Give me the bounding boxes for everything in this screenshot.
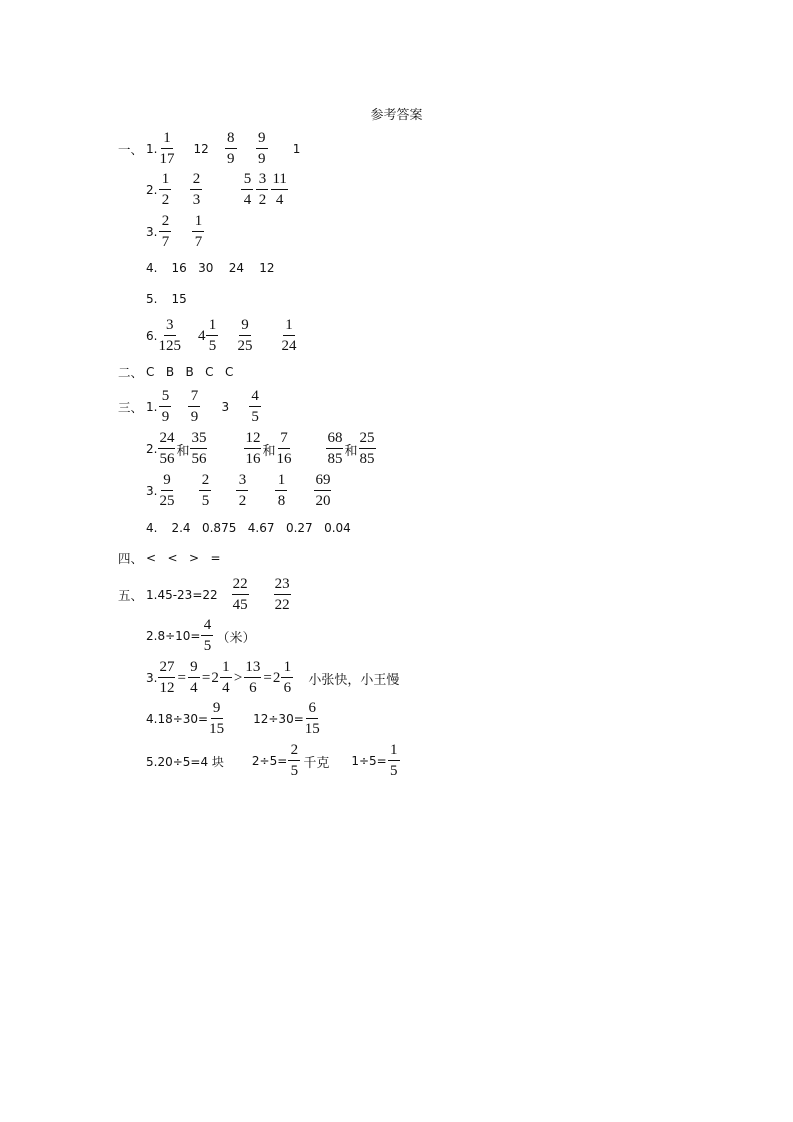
fraction: $\frac{1}{6}$ — [281, 659, 293, 697]
answer-value: 1 — [292, 142, 301, 156]
fraction: $\frac{5}{9}$ — [159, 388, 171, 426]
greater-than-sign: > — [233, 669, 243, 686]
fraction: $\frac{2}{5}$ — [199, 472, 211, 510]
mixed-whole: 2 — [272, 669, 281, 686]
fraction: $\frac{5}{4}$ — [241, 171, 253, 209]
question-number: 3. — [146, 484, 158, 498]
answer-values: 16 30 24 12 — [171, 261, 275, 275]
s5-q2-row — [146, 616, 255, 656]
s1-q6-row — [146, 316, 297, 356]
conclusion-text: 小张快，小王慢 — [308, 672, 400, 688]
question-number: 3. — [146, 671, 158, 685]
fraction: $\frac{1}{7}$ — [192, 213, 204, 251]
s5-q4-row — [146, 699, 321, 739]
fraction: $\frac{22}{45}$ — [232, 576, 248, 613]
section-label: 三、 — [118, 400, 144, 415]
fraction: $\frac{1}{2}$ — [159, 171, 171, 209]
s3-q2-row — [146, 429, 377, 469]
question-number: 2. — [146, 442, 158, 456]
s3-q1-row — [118, 387, 262, 427]
page-title: 参考答案 — [370, 108, 423, 123]
and-word: 和 — [344, 443, 358, 459]
section-label: 四、 — [118, 551, 144, 566]
answer-value: 3 — [221, 400, 230, 414]
answer-value: 12 — [193, 142, 209, 156]
s2-row — [118, 352, 233, 392]
fraction: $\frac{1}{24}$ — [281, 317, 297, 354]
question-number: 2. — [146, 183, 158, 197]
unit-text: （米） — [216, 630, 256, 646]
and-word: 和 — [262, 443, 276, 459]
fraction: $\frac{1}{5}$ — [206, 317, 218, 355]
fraction: $\frac{7}{9}$ — [188, 388, 200, 426]
fraction: $\frac{13}{6}$ — [245, 659, 261, 696]
fraction: $\frac{1}{8}$ — [275, 472, 287, 510]
fraction: $\frac{2}{7}$ — [159, 213, 171, 251]
fraction: $\frac{9}{15}$ — [209, 700, 225, 737]
section-label: 二、 — [118, 365, 144, 380]
equals-sign: = — [201, 669, 211, 686]
equation-text: 1÷5= — [351, 754, 387, 768]
and-word: 和 — [176, 443, 190, 459]
fraction: $\frac{8}{9}$ — [225, 130, 237, 168]
fraction: $\frac{2}{3}$ — [190, 171, 202, 209]
section-label: 一、 — [118, 142, 144, 157]
unit-text: 千克 — [303, 755, 330, 771]
fraction: $\frac{11}{4}$ — [272, 171, 287, 208]
fraction: $\frac{35}{56}$ — [191, 430, 207, 467]
answer-values: 2.4 0.875 4.67 0.27 0.04 — [171, 521, 351, 535]
equation-text: 5.20÷5=4 块 — [146, 754, 224, 769]
answer-values: < < > = — [146, 551, 221, 565]
question-number: 4. — [146, 521, 158, 535]
s1-q1-row — [118, 129, 300, 169]
equals-sign: = — [263, 669, 272, 686]
fraction: $\frac{6}{15}$ — [304, 700, 320, 737]
fraction: $\frac{1}{4}$ — [220, 659, 232, 697]
fraction: $\frac{25}{85}$ — [359, 430, 375, 467]
fraction: $\frac{27}{12}$ — [159, 659, 175, 696]
s1-q3-row — [146, 212, 205, 252]
equation-text: 4.18÷30= — [146, 712, 209, 726]
fraction: $\frac{9}{25}$ — [237, 317, 253, 354]
equation-text: 2÷5= — [251, 754, 288, 768]
fraction: $\frac{69}{20}$ — [315, 472, 331, 509]
fraction: $\frac{9}{25}$ — [159, 472, 175, 509]
fraction: $\frac{68}{85}$ — [327, 430, 343, 467]
s5-q1-row — [118, 575, 292, 615]
question-number: 1. — [146, 400, 158, 414]
fraction: $\frac{23}{22}$ — [274, 576, 290, 613]
question-number: 6. — [146, 329, 158, 343]
equals-sign: = — [177, 669, 186, 686]
s4-row — [118, 538, 221, 578]
answer-values: 15 — [171, 292, 187, 306]
section-label: 五、 — [118, 588, 144, 603]
s5-q3-row — [146, 658, 399, 698]
s3-q3-row — [146, 471, 332, 511]
fraction: $\frac{1}{5}$ — [388, 742, 400, 780]
fraction: $\frac{3}{125}$ — [158, 317, 181, 354]
fraction: $\frac{24}{56}$ — [159, 430, 175, 467]
fraction: $\frac{2}{5}$ — [288, 742, 300, 780]
fraction: $\frac{4}{5}$ — [201, 617, 213, 655]
mixed-whole: 4 — [197, 327, 206, 344]
fraction: $\frac{3}{2}$ — [256, 171, 268, 209]
equation-text: 1.45-23=22 — [146, 588, 218, 602]
question-number: 4. — [146, 261, 158, 275]
s1-q2-row — [146, 170, 289, 210]
fraction: $\frac{1}{17}$ — [159, 130, 175, 167]
fraction: $\frac{4}{5}$ — [249, 388, 261, 426]
question-number: 5. — [146, 292, 158, 306]
fraction: $\frac{12}{16}$ — [245, 430, 261, 467]
fraction: $\frac{3}{2}$ — [236, 472, 248, 510]
mixed-whole: 2 — [211, 669, 219, 686]
question-number: 3. — [146, 225, 158, 239]
question-number: 1. — [146, 142, 158, 156]
s5-q5-row — [146, 741, 401, 781]
equation-text: 12÷30= — [253, 712, 304, 726]
fraction: $\frac{7}{16}$ — [276, 430, 292, 467]
answer-values: C B B C C — [146, 365, 234, 379]
s1-q5-row — [146, 279, 187, 319]
equation-text: 2.8÷10= — [146, 629, 201, 643]
fraction: $\frac{9}{4}$ — [188, 659, 200, 697]
fraction: $\frac{9}{9}$ — [256, 130, 268, 168]
